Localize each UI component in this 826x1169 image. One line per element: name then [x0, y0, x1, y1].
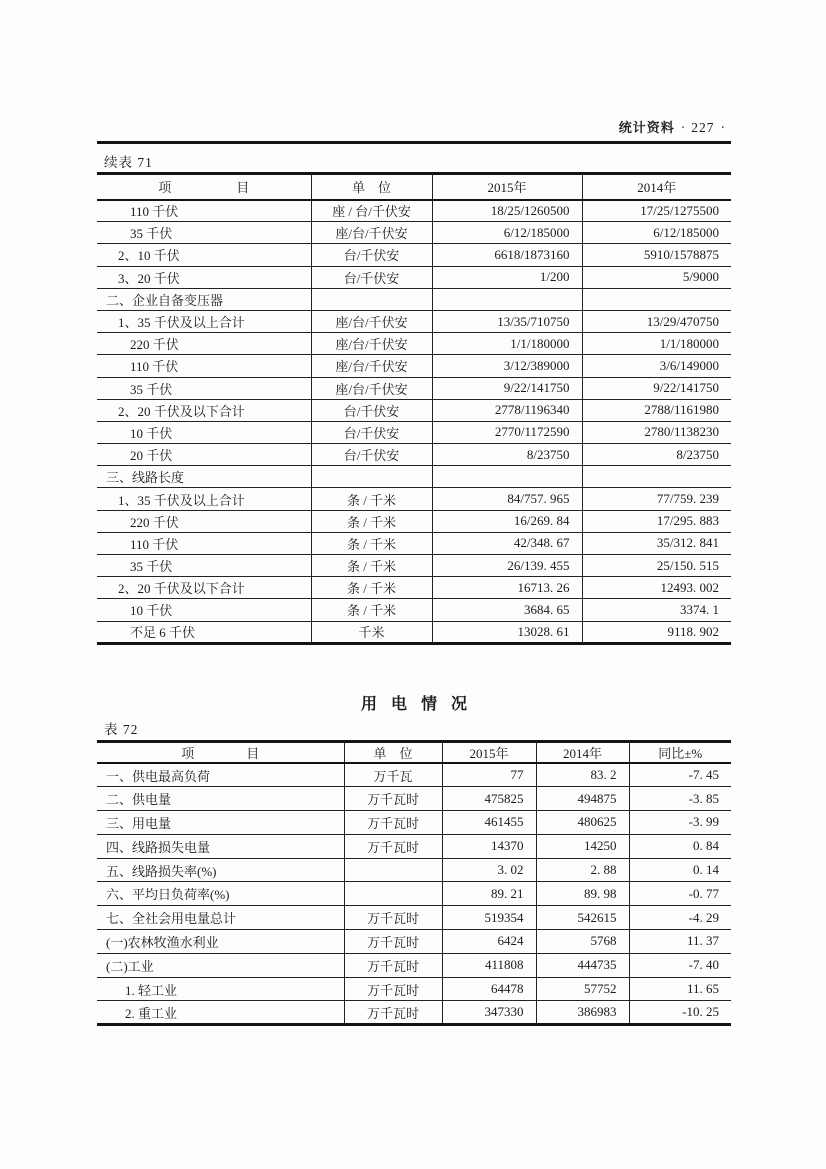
unit-cell: 条 / 千米: [311, 555, 432, 577]
value-cell: 386983: [536, 1001, 629, 1025]
item-cell: (一)农林牧渔水利业: [106, 934, 219, 950]
value-cell: 11. 37: [629, 930, 731, 954]
column-header-2015: 2015年: [442, 742, 536, 764]
item-cell: 不足 6 千伏: [130, 625, 196, 641]
value-cell: 480625: [536, 811, 629, 835]
table-row: [97, 621, 731, 643]
running-head: [97, 117, 731, 136]
unit-cell: 台/千伏安: [311, 421, 432, 443]
unit-cell: 座/台/千伏安: [311, 377, 432, 399]
value-cell: 42/348. 67: [432, 532, 582, 554]
unit-cell: [311, 288, 432, 310]
value-cell: 6424: [442, 930, 536, 954]
table-row: [97, 244, 731, 266]
electricity-usage-table: [97, 740, 731, 1026]
value-cell: 5768: [536, 930, 629, 954]
value-cell: 14370: [442, 834, 536, 858]
item-cell: 三、线路长度: [106, 470, 185, 486]
item-cell: 3、20 千伏: [118, 270, 180, 286]
value-cell: 542615: [536, 906, 629, 930]
value-cell: 83. 2: [536, 763, 629, 787]
value-cell: 1/200: [432, 266, 582, 288]
unit-cell: 万千瓦时: [344, 930, 442, 954]
value-cell: 13/35/710750: [432, 310, 582, 332]
value-cell: 77: [442, 763, 536, 787]
unit-cell: 条 / 千米: [311, 510, 432, 532]
table-row: [97, 577, 731, 599]
item-cell: 2、10 千伏: [118, 248, 180, 264]
value-cell: [582, 466, 731, 488]
value-cell: 12493. 002: [582, 577, 731, 599]
table-row: [97, 200, 731, 222]
value-cell: 1/1/180000: [432, 333, 582, 355]
item-cell: (二)工业: [106, 958, 154, 974]
unit-cell: 万千瓦时: [344, 977, 442, 1001]
table-row: [97, 930, 731, 954]
value-cell: 0. 84: [629, 834, 731, 858]
unit-cell: 万千瓦时: [344, 811, 442, 835]
table-row: [97, 834, 731, 858]
value-cell: -4. 29: [629, 906, 731, 930]
item-cell: 1. 轻工业: [125, 982, 178, 998]
unit-cell: 千米: [311, 621, 432, 643]
value-cell: 25/150. 515: [582, 555, 731, 577]
value-cell: -3. 85: [629, 787, 731, 811]
table-row: [97, 399, 731, 421]
value-cell: 475825: [442, 787, 536, 811]
value-cell: 84/757. 965: [432, 488, 582, 510]
unit-cell: 座/台/千伏安: [311, 222, 432, 244]
table-row: [97, 444, 731, 466]
value-cell: 3/12/389000: [432, 355, 582, 377]
separator-dot: ·: [720, 120, 725, 135]
table-row: [97, 310, 731, 332]
table-row: [97, 555, 731, 577]
table-row: [97, 1001, 731, 1025]
value-cell: 89. 21: [442, 882, 536, 906]
value-cell: [582, 288, 731, 310]
item-cell: 1、35 千伏及以上合计: [118, 315, 245, 331]
value-cell: 11. 65: [629, 977, 731, 1001]
unit-cell: 条 / 千米: [311, 488, 432, 510]
value-cell: 3. 02: [442, 858, 536, 882]
item-cell: 110 千伏: [130, 204, 179, 220]
unit-cell: 万千瓦时: [344, 787, 442, 811]
table-row: [97, 599, 731, 621]
value-cell: -7. 40: [629, 953, 731, 977]
column-header-item: 项 目: [97, 742, 344, 764]
page-number: 227: [691, 120, 715, 135]
column-header-yoy: 同比±%: [629, 742, 731, 764]
table-row: [97, 532, 731, 554]
value-cell: 26/139. 455: [432, 555, 582, 577]
value-cell: 17/25/1275500: [582, 200, 731, 222]
column-header-2014: 2014年: [582, 174, 731, 200]
table-header-row: [97, 742, 731, 764]
value-cell: 35/312. 841: [582, 532, 731, 554]
item-cell: 220 千伏: [130, 337, 179, 353]
value-cell: [432, 466, 582, 488]
table71-caption: 续表 71: [104, 155, 153, 170]
value-cell: 18/25/1260500: [432, 200, 582, 222]
value-cell: [432, 288, 582, 310]
unit-cell: 万千瓦: [344, 763, 442, 787]
value-cell: 3374. 1: [582, 599, 731, 621]
value-cell: 347330: [442, 1001, 536, 1025]
column-header-2015: 2015年: [432, 174, 582, 200]
table-row: [97, 953, 731, 977]
item-cell: 220 千伏: [130, 514, 179, 530]
table-row: [97, 906, 731, 930]
value-cell: 461455: [442, 811, 536, 835]
table-row: [97, 421, 731, 443]
unit-cell: 台/千伏安: [311, 244, 432, 266]
value-cell: 5910/1578875: [582, 244, 731, 266]
unit-cell: [311, 466, 432, 488]
unit-cell: 条 / 千米: [311, 599, 432, 621]
table-row: [97, 355, 731, 377]
value-cell: 89. 98: [536, 882, 629, 906]
value-cell: 411808: [442, 953, 536, 977]
item-cell: 35 千伏: [130, 381, 173, 397]
value-cell: -0. 77: [629, 882, 731, 906]
item-cell: 35 千伏: [130, 226, 173, 242]
table72-caption: 表 72: [104, 722, 139, 737]
item-cell: 2、20 千伏及以下合计: [118, 581, 245, 597]
table-header-row: [97, 174, 731, 200]
table-row: [97, 763, 731, 787]
value-cell: 9/22/141750: [432, 377, 582, 399]
table-row: [97, 882, 731, 906]
value-cell: -10. 25: [629, 1001, 731, 1025]
value-cell: -7. 45: [629, 763, 731, 787]
table-row: [97, 488, 731, 510]
value-cell: 2770/1172590: [432, 421, 582, 443]
item-cell: 一、供电最高负荷: [106, 768, 211, 784]
value-cell: 77/759. 239: [582, 488, 731, 510]
item-cell: 2、20 千伏及以下合计: [118, 403, 245, 419]
item-cell: 1、35 千伏及以上合计: [118, 492, 245, 508]
unit-cell: 万千瓦时: [344, 953, 442, 977]
unit-cell: [344, 858, 442, 882]
value-cell: 2788/1161980: [582, 399, 731, 421]
value-cell: 16713. 26: [432, 577, 582, 599]
unit-cell: [344, 882, 442, 906]
unit-cell: 条 / 千米: [311, 577, 432, 599]
value-cell: 1/1/180000: [582, 333, 731, 355]
column-header-2014: 2014年: [536, 742, 629, 764]
value-cell: 13028. 61: [432, 621, 582, 643]
unit-cell: 台/千伏安: [311, 444, 432, 466]
value-cell: 8/23750: [432, 444, 582, 466]
value-cell: 519354: [442, 906, 536, 930]
value-cell: 17/295. 883: [582, 510, 731, 532]
item-cell: 20 千伏: [130, 448, 173, 464]
value-cell: 8/23750: [582, 444, 731, 466]
header-rule: [97, 141, 731, 144]
unit-cell: 座/台/千伏安: [311, 310, 432, 332]
item-cell: 二、企业自备变压器: [106, 292, 224, 308]
column-header-unit: 单 位: [344, 742, 442, 764]
item-cell: 五、线路损失率(%): [106, 863, 217, 879]
value-cell: 2. 88: [536, 858, 629, 882]
unit-cell: 万千瓦时: [344, 1001, 442, 1025]
unit-cell: 台/千伏安: [311, 266, 432, 288]
item-cell: 10 千伏: [130, 603, 173, 619]
value-cell: 9118. 902: [582, 621, 731, 643]
value-cell: 494875: [536, 787, 629, 811]
unit-cell: 台/千伏安: [311, 399, 432, 421]
item-cell: 七、全社会用电量总计: [106, 911, 237, 927]
value-cell: 57752: [536, 977, 629, 1001]
column-header-unit: 单 位: [311, 174, 432, 200]
separator-dot: ·: [680, 120, 686, 135]
unit-cell: 条 / 千米: [311, 532, 432, 554]
item-cell: 110 千伏: [130, 359, 179, 375]
value-cell: 6/12/185000: [582, 222, 731, 244]
value-cell: 14250: [536, 834, 629, 858]
value-cell: 444735: [536, 953, 629, 977]
column-header-item: 项 目: [97, 174, 311, 200]
value-cell: 2778/1196340: [432, 399, 582, 421]
table-row: [97, 333, 731, 355]
value-cell: 3684. 65: [432, 599, 582, 621]
unit-cell: 万千瓦时: [344, 834, 442, 858]
value-cell: 9/22/141750: [582, 377, 731, 399]
section-title: 用电情况: [360, 696, 481, 713]
table-row: [97, 377, 731, 399]
item-cell: 2. 重工业: [125, 1005, 178, 1021]
table-row: [97, 288, 731, 310]
value-cell: 6618/1873160: [432, 244, 582, 266]
item-cell: 35 千伏: [130, 559, 173, 575]
page-header-title: 统计资料: [618, 120, 675, 135]
value-cell: 64478: [442, 977, 536, 1001]
unit-cell: 万千瓦时: [344, 906, 442, 930]
unit-cell: 座/台/千伏安: [311, 355, 432, 377]
item-cell: 10 千伏: [130, 425, 173, 441]
unit-cell: 座 / 台/千伏安: [311, 200, 432, 222]
table-row: [97, 811, 731, 835]
power-equipment-table: [97, 172, 731, 645]
unit-cell: 座/台/千伏安: [311, 333, 432, 355]
item-cell: 三、用电量: [106, 815, 172, 831]
item-cell: 二、供电量: [106, 792, 172, 808]
value-cell: 5/9000: [582, 266, 731, 288]
table-row: [97, 977, 731, 1001]
table-row: [97, 222, 731, 244]
value-cell: 16/269. 84: [432, 510, 582, 532]
item-cell: 110 千伏: [130, 536, 179, 552]
value-cell: 2780/1138230: [582, 421, 731, 443]
table-row: [97, 266, 731, 288]
table-row: [97, 858, 731, 882]
value-cell: 6/12/185000: [432, 222, 582, 244]
table-row: [97, 510, 731, 532]
table-row: [97, 787, 731, 811]
value-cell: 3/6/149000: [582, 355, 731, 377]
value-cell: -3. 99: [629, 811, 731, 835]
value-cell: 0. 14: [629, 858, 731, 882]
item-cell: 四、线路损失电量: [106, 839, 211, 855]
value-cell: 13/29/470750: [582, 310, 731, 332]
item-cell: 六、平均日负荷率(%): [106, 887, 230, 903]
table-row: [97, 466, 731, 488]
